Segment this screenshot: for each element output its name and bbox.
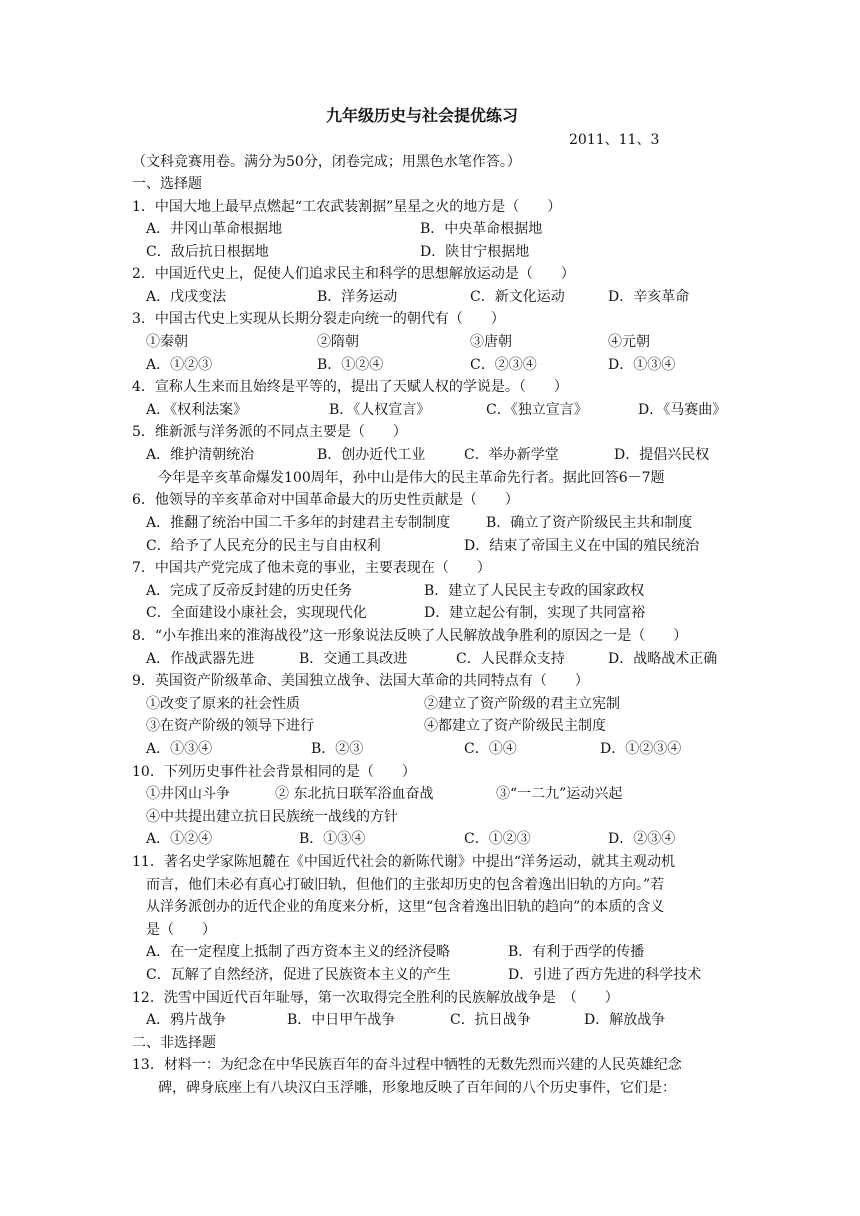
q12-option-d: D．解放战争 [584,1012,666,1028]
q11-stem-line-3: 从洋务派创办的近代企业的角度来分析，这里“包含着逸出旧轨的趋向”的本质的含义 [146,899,665,915]
q11-option-b: B．有利于西学的传播 [508,944,645,960]
q2-option-c: C．新文化运动 [470,289,565,305]
q2-stem: 2．中国近代史上，促使人们追求民主和科学的思想解放运动是（ ） [132,266,575,282]
q9-option-d: D．①②③④ [600,741,682,757]
q8-option-b: B．交通工具改进 [299,651,408,667]
q6-option-c: C．给予了人民充分的民主与自由权利 [146,538,381,554]
q13-material-line-1: 13．材料一：为纪念在中华民族百年的奋斗过程中牺牲的无数先烈而兴建的人民英雄纪念 [132,1057,682,1073]
q4-option-a: A．《权利法案》 [146,402,248,418]
q9-stem: 9．英国资产阶级革命、美国独立战争、法国大革命的共同特点有（ ） [132,673,589,689]
q9-item-3: ③在资产阶级的领导下进行 [146,718,314,734]
q13-material-line-2: 碑，碑身底座上有八块汉白玉浮雕，形象地反映了百年间的八个历史事件，它们是： [158,1080,676,1096]
exam-date: 2011、11、3 [569,132,660,148]
q3-option-c: C．②③④ [470,357,537,373]
q11-option-a: A．在一定程度上抵制了西方资本主义的经济侵略 [146,944,451,960]
q9-option-b: B．②③ [311,741,364,757]
q5-stem: 5．维新派与洋务派的不同点主要是（ ） [132,424,407,440]
q12-option-a: A．鸦片战争 [146,1012,227,1028]
q5-option-c: C．举办新学堂 [464,447,559,463]
q1-option-a: A．井冈山革命根据地 [146,221,283,237]
q7-option-d: D．建立起公有制，实现了共同富裕 [424,605,646,621]
q9-option-c: C．①④ [464,741,517,757]
page-title: 九年级历史与社会提优练习 [326,106,519,125]
q2-option-d: D．辛亥革命 [608,289,690,305]
q10-item-3: ③“一二九”运动兴起 [496,786,623,802]
q9-item-2: ②建立了资产阶级的君主立宪制 [424,696,620,712]
q7-stem: 7．中国共产党完成了他未竟的事业，主要表现在（ ） [132,560,491,576]
q10-option-b: B．①③④ [299,831,366,847]
q8-option-c: C．人民群众支持 [456,651,565,667]
section-heading-choice: 一、选择题 [132,176,202,192]
q10-item-4: ④中共提出建立抗日民族统一战线的方针 [146,809,398,825]
instructions: （文科竞赛用卷。满分为50分，闭卷完成；用黑色水笔作答。） [132,154,521,170]
section-heading-nonchoice: 二、非选择题 [132,1035,216,1051]
q10-option-a: A．①②④ [146,831,213,847]
q4-stem: 4．宣称人生来而且始终是平等的，提出了天赋人权的学说是。（ ） [132,379,568,395]
q10-option-c: C．①②③ [464,831,531,847]
q6-stem: 6．他领导的辛亥革命对中国革命最大的历史性贡献是（ ） [132,492,519,508]
q6-option-b: B．确立了资产阶级民主共和制度 [486,515,693,531]
q3-option-d: D．①③④ [608,357,676,373]
q3-item-2: ②隋朝 [317,334,359,350]
q10-option-d: D．②③④ [608,831,676,847]
q5-option-d: D．提倡兴民权 [614,447,710,463]
q1-option-c: C．敌后抗日根据地 [146,244,269,260]
q10-item-1: ①井冈山斗争 [146,786,230,802]
q8-stem: 8．“小车推出来的淮海战役”这一形象说法反映了人民解放战争胜利的原因之一是（ ） [132,628,688,644]
q7-option-a: A．完成了反帝反封建的历史任务 [146,583,353,599]
q1-option-d: D．陕甘宁根据地 [420,244,530,260]
q7-option-c: C．全面建设小康社会，实现现代化 [146,605,367,621]
q9-option-a: A．①③④ [146,741,213,757]
q3-item-1: ①秦朝 [146,334,188,350]
q1-stem: 1．中国大地上最早点燃起“工农武装割据”星星之火的地方是（ ） [132,199,562,215]
q11-stem-line-4: 是（ ） [146,922,216,938]
q3-stem: 3．中国古代史上实现从长期分裂走向统一的朝代有（ ） [132,311,505,327]
q5-option-b: B．创办近代工业 [317,447,426,463]
q7-option-b: B．建立了人民民主专政的国家政权 [424,583,645,599]
q8-option-d: D．战略战术正确 [608,651,718,667]
q6-option-d: D．结束了帝国主义在中国的殖民统治 [464,538,700,554]
q12-option-b: B．中日甲午战争 [287,1012,396,1028]
q3-item-3: ③唐朝 [470,334,512,350]
q12-stem: 12．洗雪中国近代百年耻辱，第一次取得完全胜利的民族解放战争是 （ ） [132,990,619,1006]
q5-option-a: A．维护清朝统治 [146,447,255,463]
q4-option-c: C．《独立宣言》 [486,402,588,418]
q8-option-a: A．作战武器先进 [146,651,255,667]
q11-option-c: C．瓦解了自然经济，促进了民族资本主义的产生 [146,967,451,983]
q6-option-a: A．推翻了统治中国二千多年的封建君主专制制度 [146,515,451,531]
q9-item-4: ④都建立了资产阶级民主制度 [424,718,606,734]
q2-option-b: B．洋务运动 [317,289,398,305]
q11-stem-line-2: 而言，他们未必有真心打破旧轨，但他们的主张却历史的包含着逸出旧轨的方向。”若 [146,877,665,893]
q2-option-a: A．戊戌变法 [146,289,227,305]
q4-option-d: D．《马赛曲》 [638,402,727,418]
q10-stem: 10．下列历史事件社会背景相同的是（ ） [132,764,416,780]
q3-item-4: ④元朝 [608,334,650,350]
q4-option-b: B．《人权宣言》 [329,402,431,418]
q12-option-c: C．抗日战争 [450,1012,531,1028]
q3-option-a: A．①②③ [146,357,213,373]
q1-option-b: B．中央革命根据地 [420,221,543,237]
q10-item-2: ② 东北抗日联军浴血奋战 [275,786,434,802]
q3-option-b: B．①②④ [317,357,384,373]
q9-item-1: ①改变了原来的社会性质 [146,696,300,712]
q11-stem-line-1: 11．著名史学家陈旭麓在《中国近代社会的新陈代谢》中提出“洋务运动，就其主观动机 [132,854,675,870]
context-6-7: 今年是辛亥革命爆发100周年，孙中山是伟大的民主革命先行者。据此回答6－7题 [158,470,665,486]
q11-option-d: D．引进了西方先进的科学技术 [508,967,702,983]
